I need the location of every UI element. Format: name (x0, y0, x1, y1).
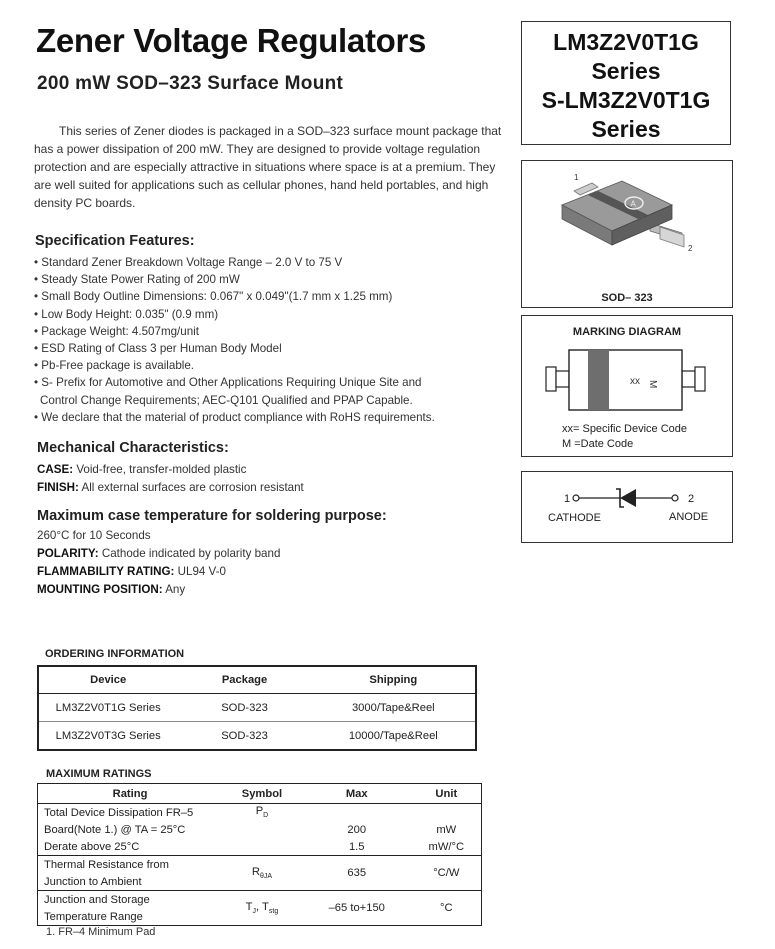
column-header: Symbol (222, 784, 302, 804)
ordering-table (37, 665, 477, 751)
table-row (38, 722, 476, 751)
max-ratings-heading: MAXIMUM RATINGS (46, 768, 152, 780)
svg-text:A: A (630, 199, 636, 209)
marking-date: M (647, 380, 658, 389)
marking-code: xx (630, 376, 640, 387)
table-cell: mW/°C (428, 840, 465, 853)
table-cell: $T_J$, $T_{stg}$ (222, 891, 302, 926)
ordering-heading: ORDERING INFORMATION (45, 648, 185, 660)
sod323-package-illustration (522, 161, 732, 307)
part-number-line: S-LM3Z2V0T1G (541, 87, 711, 113)
list-item: • Low Body Height: 0.035" (0.9 mm) (34, 306, 504, 323)
soldering-temp: 260°C for 10 Seconds (37, 529, 151, 542)
table-cell: 1.5 (348, 840, 365, 853)
table-row (38, 856, 482, 874)
column-header: Rating (38, 784, 223, 804)
part-number-box (521, 21, 731, 145)
spec-heading: Specification Features: (35, 233, 195, 249)
soldering-heading: Maximum case temperature for soldering purpose: (37, 508, 387, 524)
mounting-line: MOUNTING POSITION: Any (37, 583, 186, 596)
table-cell: Derate above 25°C (44, 840, 140, 853)
table-cell: Junction to Ambient (44, 875, 142, 888)
polarity-line: POLARITY: Cathode indicated by polarity band (37, 547, 281, 560)
table-cell: Total Device Dissipation FR–5 (44, 806, 194, 819)
flammability-line: FLAMMABILITY RATING: UL94 V-0 (37, 565, 226, 578)
anode-label: ANODE (669, 511, 709, 523)
marking-diagram-box (521, 315, 733, 457)
list-item: • Pb-Free package is available. (34, 357, 504, 374)
marking-legend-code: xx= Specific Device Code (562, 423, 688, 435)
page-title: Zener Voltage Regulators (36, 22, 427, 59)
cathode-label: CATHODE (548, 512, 601, 524)
intro-paragraph (34, 122, 504, 212)
list-item: • ESD Rating of Class 3 per Human Body Model (34, 340, 504, 357)
list-item: • Standard Zener Breakdown Voltage Range – 2.0 V to 75 V (34, 254, 504, 271)
footnote: 1. FR–4 Minimum Pad (46, 926, 156, 938)
table-cell: °C (412, 891, 482, 926)
diode-symbol-box (521, 471, 733, 543)
table-cell: Junction and Storage (38, 891, 223, 909)
table-row (38, 891, 482, 909)
table-cell: SOD-323 (221, 701, 268, 714)
mechanical-heading: Mechanical Characteristics: (37, 440, 229, 456)
part-series-line: Series (591, 58, 661, 84)
table-cell: SOD-323 (177, 722, 311, 751)
table-cell: 3000/Tape&Reel (351, 701, 435, 714)
case-line: CASE: Void-free, transfer-molded plastic (37, 463, 247, 476)
column-header: Max (302, 784, 412, 804)
table-cell: mW (436, 823, 457, 836)
list-item: • Package Weight: 4.507mg/unit (34, 323, 504, 340)
table-row (38, 838, 482, 856)
list-item: • Steady State Power Rating of 200 mW (34, 271, 504, 288)
table-cell: –65 to+150 (302, 891, 412, 926)
part-number-line: LM3Z2V0T1G (553, 29, 699, 55)
table-cell: $P_D$ (255, 805, 269, 820)
column-header: Package (177, 666, 311, 694)
table-cell: Board(Note 1.) @ TA = 25°C (44, 823, 186, 836)
marking-legend-date: M =Date Code (562, 438, 634, 450)
list-item: • Small Body Outline Dimensions: 0.067" x 0.049"(1.7 mm x 1.25 mm) (34, 288, 504, 305)
table-header-row (38, 666, 476, 694)
table-cell: Temperature Range (44, 910, 143, 923)
pin1-label: 1 (574, 173, 579, 182)
column-header: Device (38, 666, 177, 694)
table-cell: Thermal Resistance from (38, 856, 223, 874)
column-header: Shipping (312, 666, 476, 694)
package-label: SOD– 323 (601, 292, 653, 304)
part-series-line: Series (591, 116, 661, 142)
page-subtitle: 200 mW SOD–323 Surface Mount (37, 73, 344, 94)
list-item: • We declare that the material of product compliance with RoHS requirements. (34, 409, 504, 426)
table-cell: LM3Z2V0T1G Series (55, 701, 161, 714)
spec-list (34, 254, 504, 426)
package-box (521, 160, 733, 308)
anode-pin-number: 2 (688, 493, 695, 505)
table-cell: $R_{\theta JA}$ (222, 856, 302, 891)
cathode-pin-number: 1 (564, 493, 571, 505)
table-row (38, 694, 476, 722)
table-cell: 10000/Tape&Reel (312, 722, 476, 751)
column-header: Unit (412, 784, 482, 804)
table-cell: 635 (302, 856, 412, 891)
max-ratings-table (37, 783, 482, 926)
marking-diagram (522, 316, 732, 456)
table-cell: 200 (347, 823, 367, 836)
zener-diode-symbol (522, 472, 732, 542)
table-row (38, 821, 482, 838)
finish-line: FINISH: All external surfaces are corrosion resistant (37, 481, 304, 494)
intro-text: This series of Zener diodes is packaged in a SOD–323 surface mount package that has a power dissipation of 200 mW. They are designed to provide voltage regulation protection and are especially attractive in situations where space is at a premium. They are well suited for applications such as cellular phones, hand held portables, and high density PC boards. (34, 124, 502, 210)
table-cell: °C/W (412, 856, 482, 891)
pin2-label: 2 (688, 244, 693, 253)
table-cell: LM3Z2V0T3G Series (38, 722, 177, 751)
marking-heading: MARKING DIAGRAM (572, 326, 682, 338)
table-header-row (38, 784, 482, 804)
table-row (38, 804, 482, 822)
list-item: • S- Prefix for Automotive and Other Applications Requiring Unique Site and Control Change Requirements; AEC-Q101 Qualified and PPAP Capable. (34, 374, 504, 408)
